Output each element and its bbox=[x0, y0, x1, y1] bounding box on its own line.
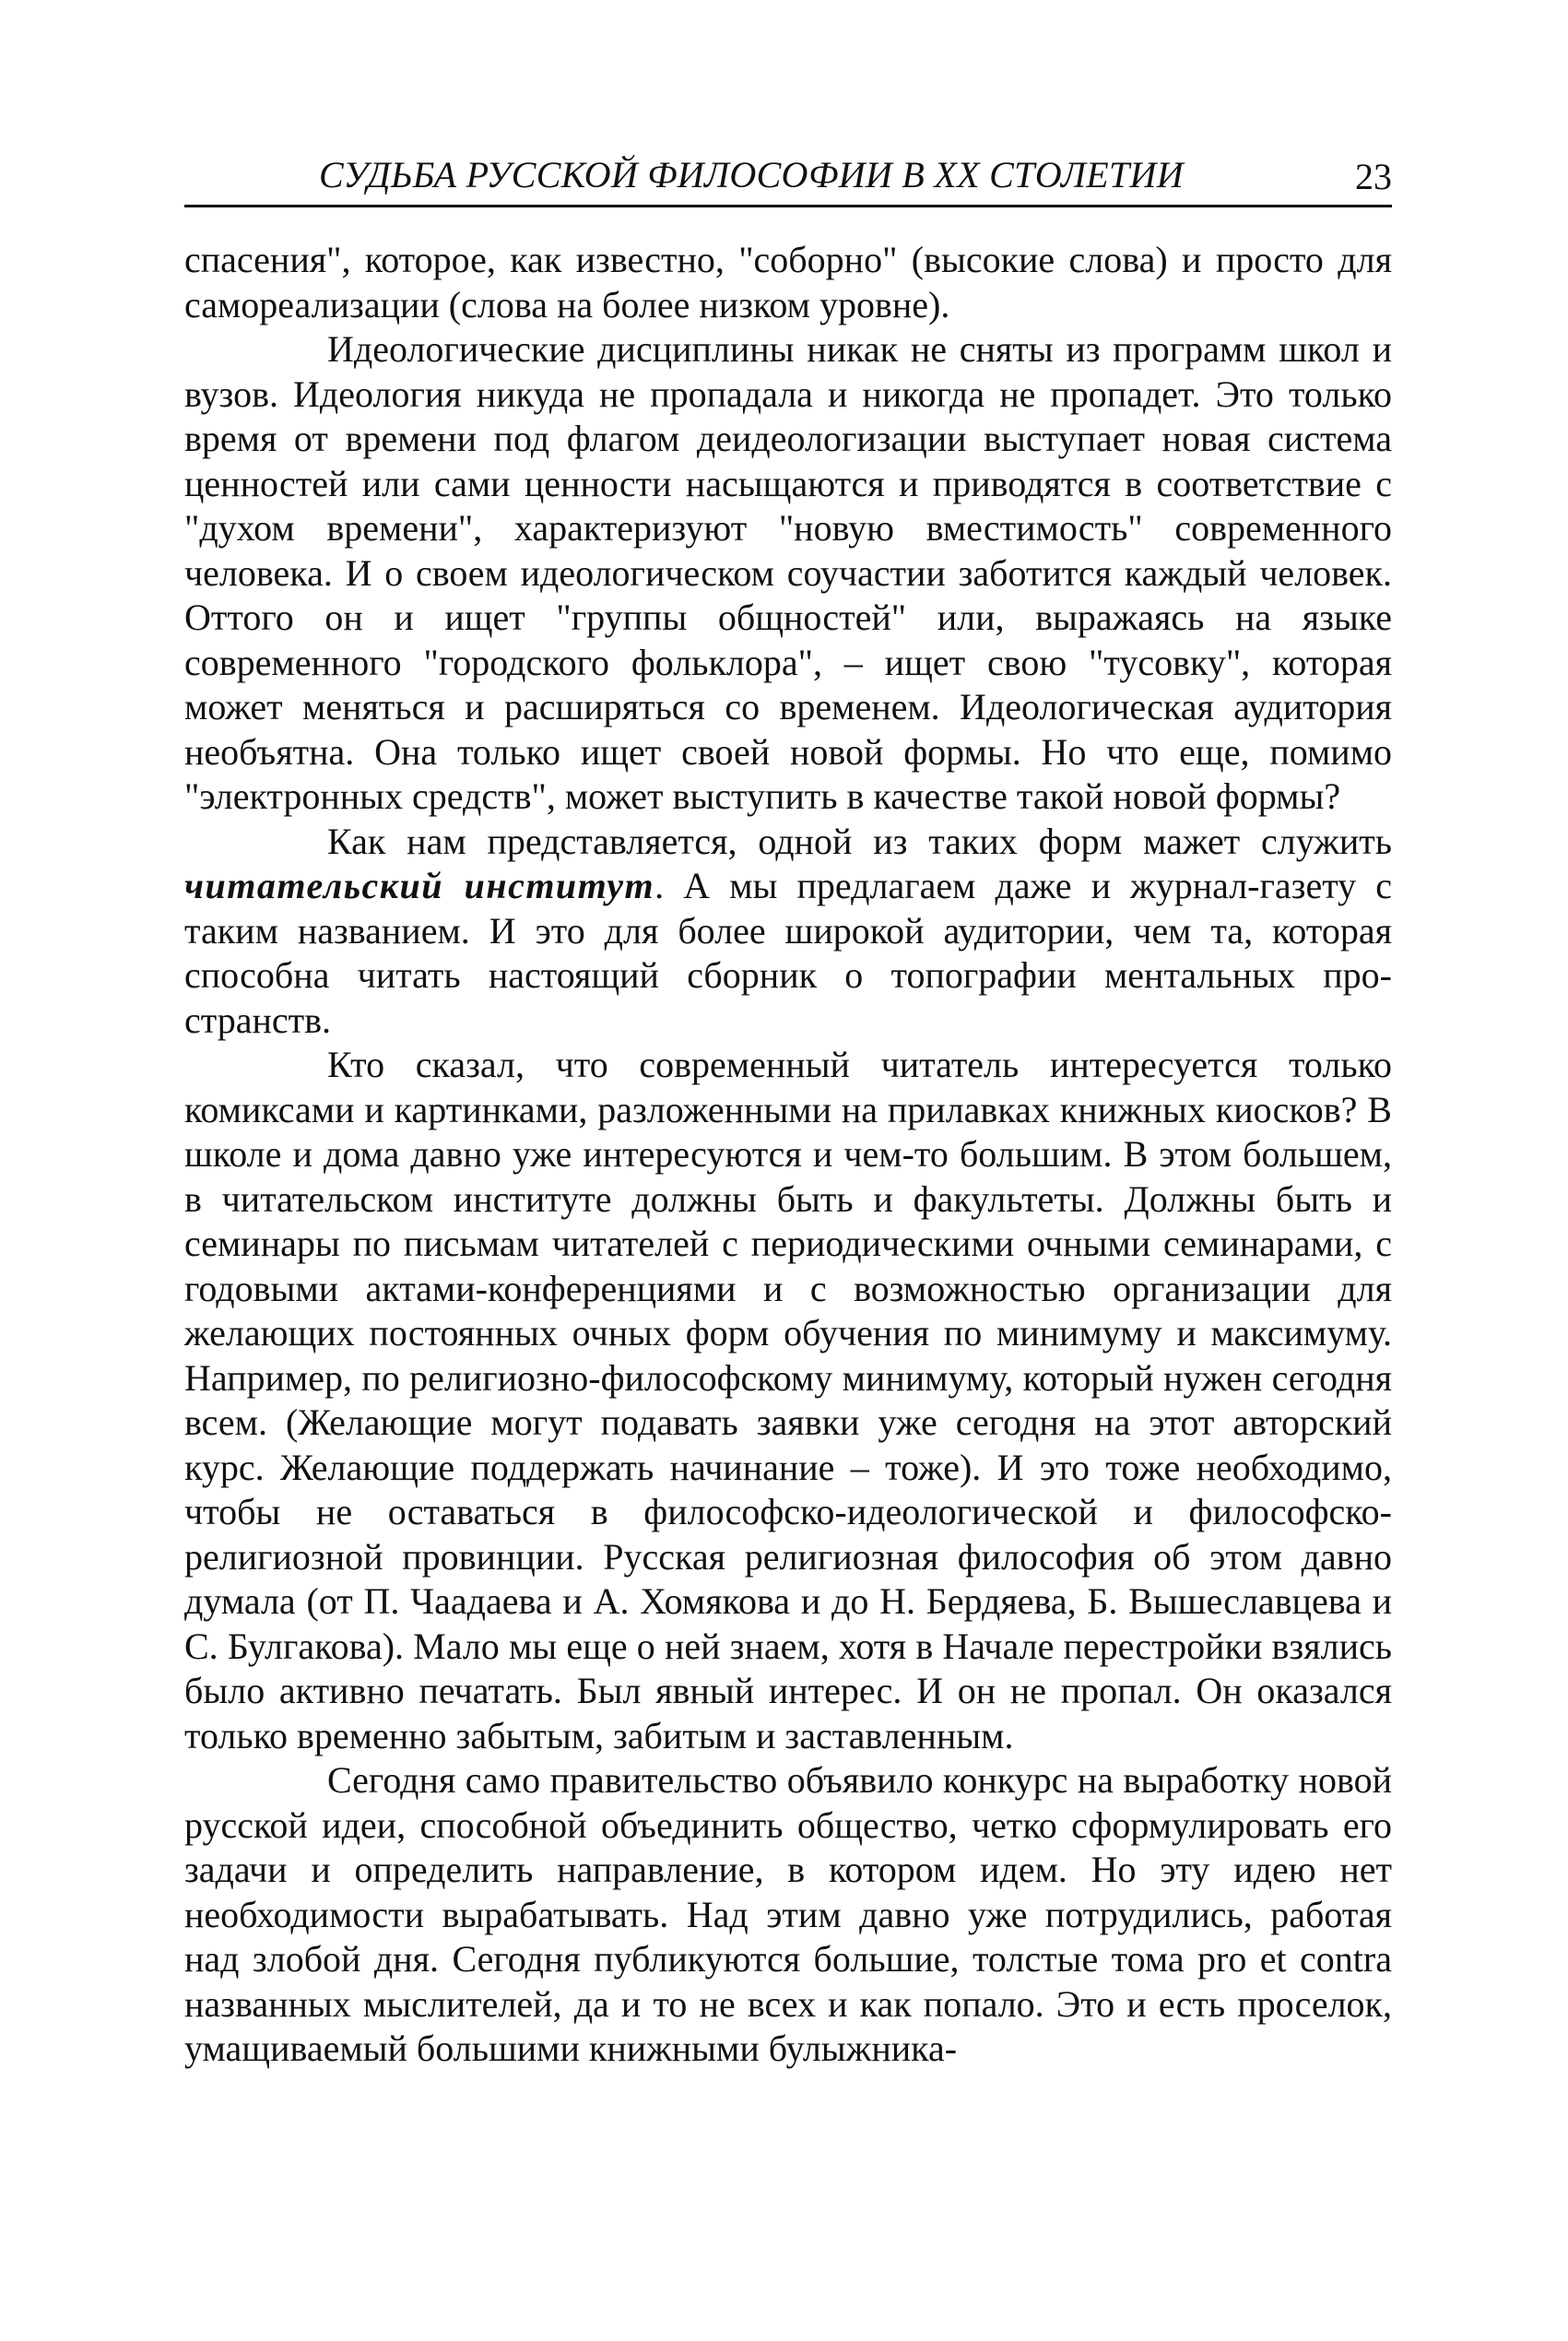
page-number: 23 bbox=[1355, 156, 1392, 197]
body-text bbox=[184, 238, 1392, 2072]
paragraph-lead-text: Как нам представляется, одной из таких форм мажет служить bbox=[327, 820, 1392, 862]
running-header bbox=[184, 148, 1392, 207]
running-title: СУДЬБА РУССКОЙ ФИЛОСОФИИ В XX СТОЛЕТИИ bbox=[319, 154, 1184, 195]
paragraph-reader-institute bbox=[184, 820, 1392, 1044]
emphasized-term: читательский институт bbox=[184, 865, 655, 906]
paragraph-continuation: спасения", которое, как известно, "соборно" (высокие слова) и просто для самореализации (слова на более низком уровне). bbox=[184, 239, 1392, 325]
paragraph-ideology: Идеологические дисциплины никак не сняты из программ школ и вузов. Идеология никуда не пропадала и никогда не пропадет. Это только время от времени под флагом деидеологизации выступает новая система ценностей или сами ценности насыщаются и приводятся в соответствие с "духом времени", характеризуют "новую вместимость" современного человека. И о своем идеологическом соучастии заботится каждый человек. Оттого он и ищет "группы общностей" или, выражаясь на языке современного "городского фольклора", – ищет свою "тусовку", которая может меняться и расширяться со временем. Идеологическая аудитория необъятна. Она только ищет своей новой формы. Но что еще, помимо "электронных средств", может выступить в качестве такой новой формы? bbox=[184, 328, 1392, 817]
paragraph-rest-text: . А мы предлагаем даже и журнал-газету с таким названием. И это для более широкой аудитории, чем та, которая способна читать настоящий сборник о топографии ментальных пространств. bbox=[184, 865, 1392, 1041]
paragraph-modern-reader: Кто сказал, что современный читатель интересуется только комиксами и картинками, разложенными на прилавках книжных киосков? В школе и дома давно уже интересуются и чем-то большим. В этом большем, в читательском институте должны быть и факультеты. Должны быть и семинары по письмам читателей с периодическими очными семинарами, с годовыми актами-конференциями и с возможностью организации для желающих постоянных очных форм обучения по минимуму и максимуму. Например, по религиозно-философскому минимуму, который нужен сегодня всем. (Желающие могут подавать заявки уже сегодня на этот авторский курс. Желающие поддержать начинание – тоже). И это тоже необходимо, чтобы не оставаться в философско-идеологической и философско-религиозной провинции. Русская религиозная философия об этом давно думала (от П. Чаадаева и А. Хомякова и до Н. Бердяева, Б. Вышеславцева и С. Булгакова). Мало мы еще о ней знаем, хотя в Начале перестройки взялись было активно печатать. Был явный интерес. И он не пропал. Он оказался только временно забытым, забитым и заставленным. bbox=[184, 1044, 1392, 1756]
book-page bbox=[184, 0, 1392, 2341]
paragraph-russian-idea: Сегодня само правительство объявило конкурс на выработку новой русской идеи, способной объединить общество, четко сформулировать его задачи и определить направление, в котором идем. Но эту идею нет необходимости вырабатывать. Над этим давно уже потрудились, работая над злобой дня. Сегодня публикуются большие, толстые тома pro et contra названных мыслителей, да и то не всех и как попало. Это и есть проселок, умащиваемый большими книжными булыжника- bbox=[184, 1759, 1392, 2069]
